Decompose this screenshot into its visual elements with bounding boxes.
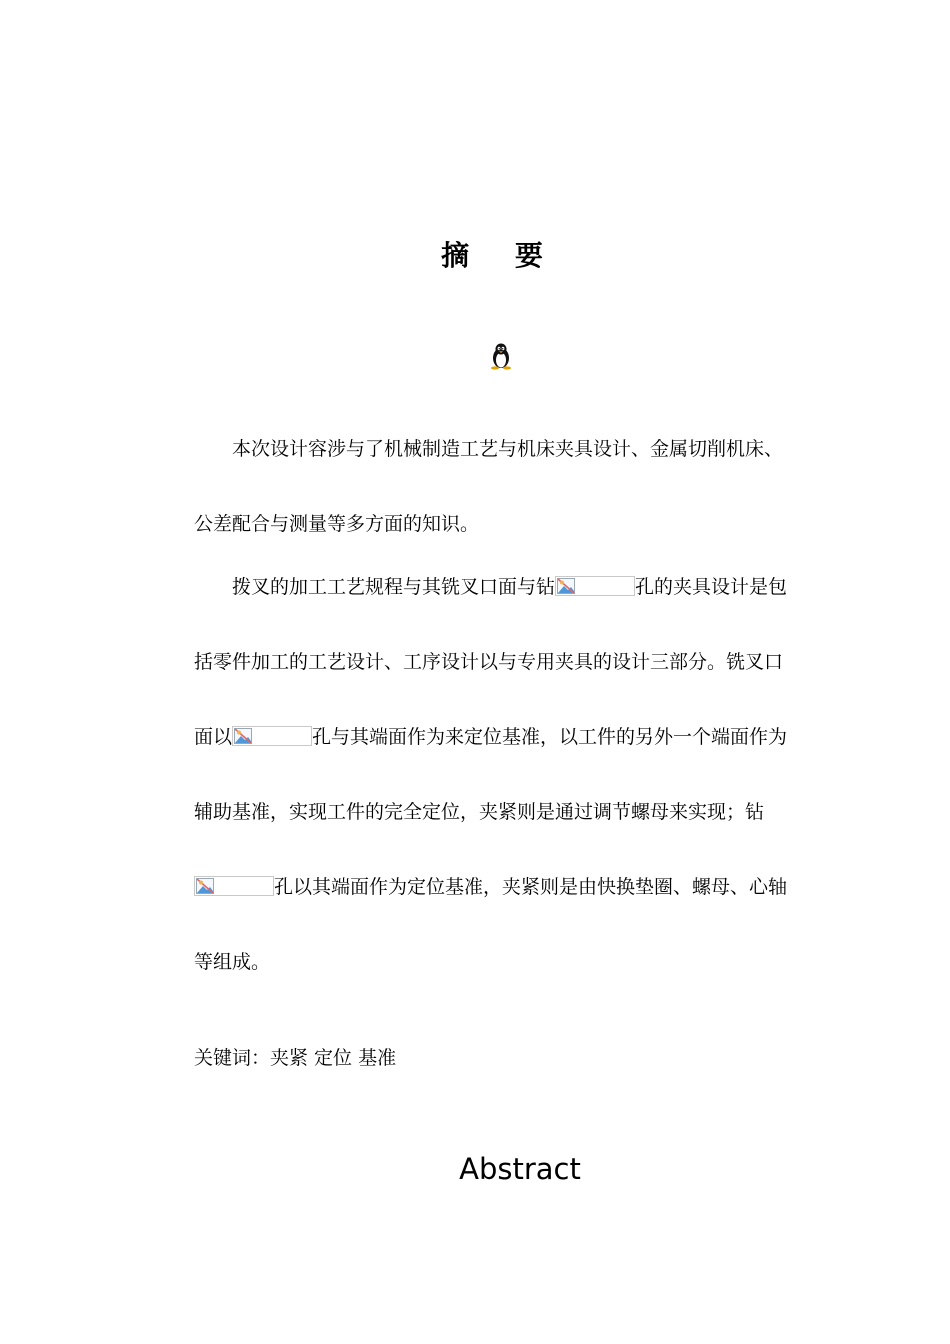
abstract-title: Abstract [459,1152,581,1186]
penguin-icon [488,342,514,370]
paragraph-2 [194,550,808,1000]
paragraph-1 [194,412,808,562]
broken-image-icon [232,726,312,746]
paragraph-2-line-1: 拨叉的加工工艺规程与其铣叉口面与钻 孔的夹具设计是包 [232,576,788,598]
paragraph-1-line-2: 公差配合与测量等多方面的知识。 [194,513,480,535]
paragraph-1-line-1: 本次设计容涉与了机械制造工艺与机床夹具设计、金属切削机床、 [232,438,784,460]
paragraph-2-line-5: 孔以其端面作为定位基准，夹紧则是由快换垫圈、螺母、心轴 [194,850,808,925]
paragraph-2-line-2: 括零件加工的工艺设计、工序设计以与专用夹具的设计三部分。铣叉口 [194,651,784,673]
broken-image-icon [194,876,274,896]
paragraph-2-line-3: 面以 孔与其端面作为来定位基准，以工件的另外一个端面作为 [194,726,788,748]
keywords: 关键词：夹紧 定位 基准 [194,1047,397,1069]
broken-image-icon [555,576,635,596]
paragraph-2-line-6: 等组成。 [194,951,271,973]
paragraph-2-line-4: 辅助基准，实现工件的完全定位，夹紧则是通过调节螺母来实现；钻 [194,801,765,823]
page-title: 摘 要 [441,239,561,272]
